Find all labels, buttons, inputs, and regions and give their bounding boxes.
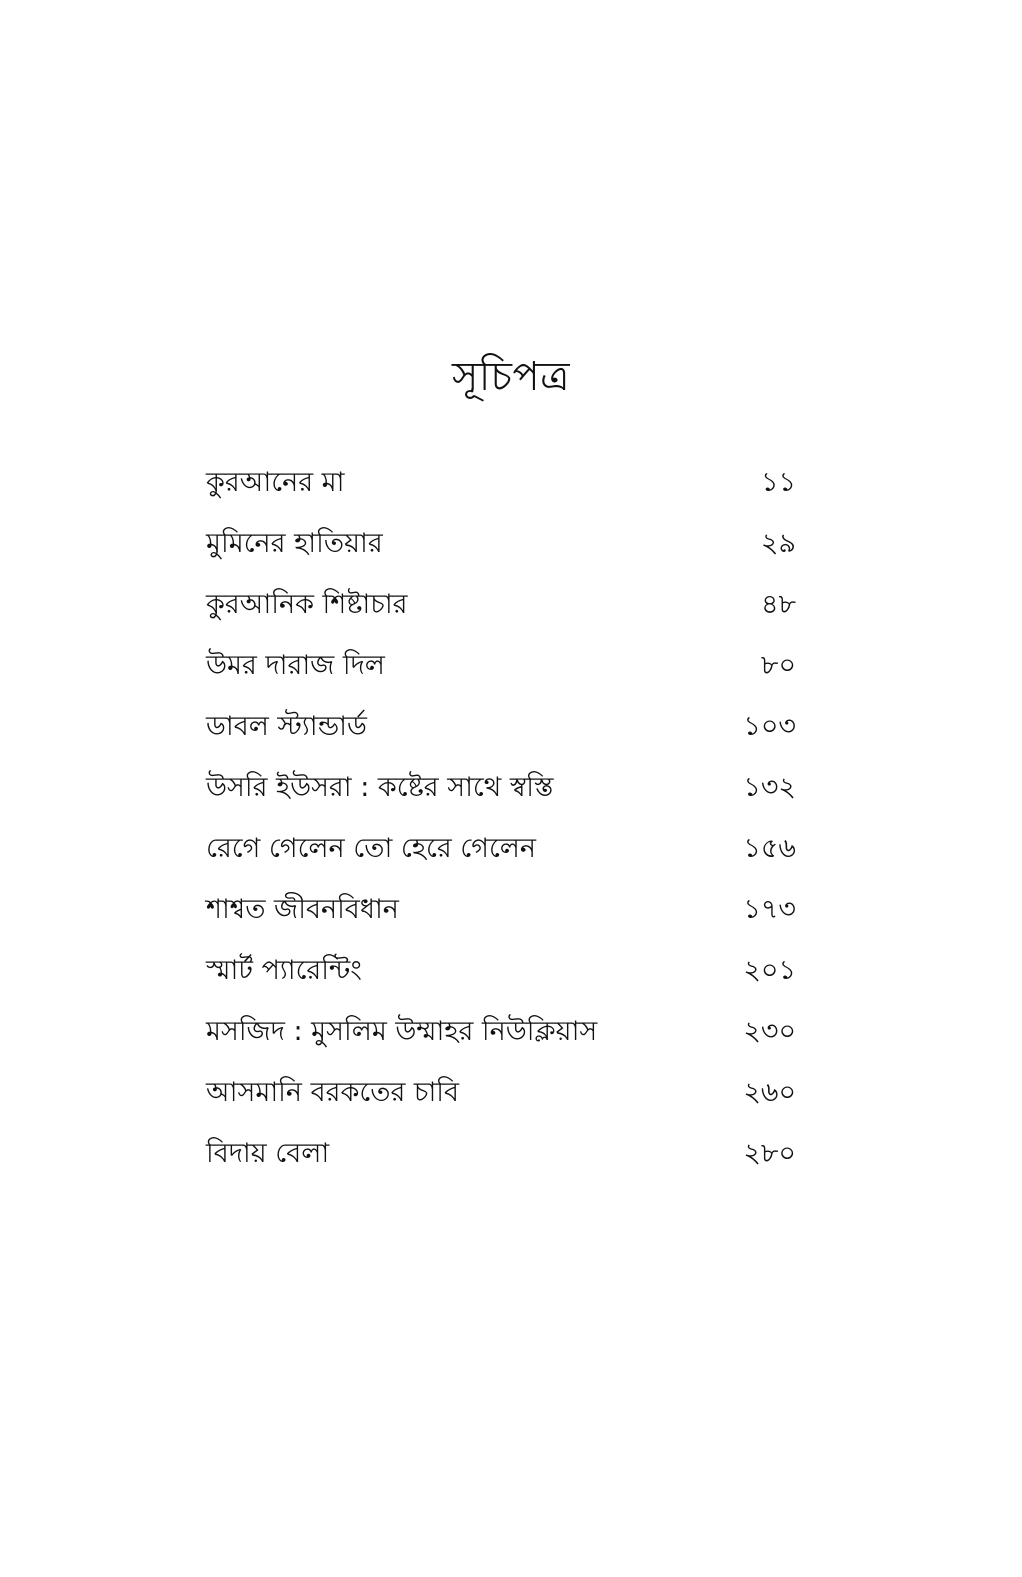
toc-entry-title: মুমিনের হাতিয়ার (206, 528, 383, 559)
table-of-contents (206, 458, 796, 1190)
toc-entry (206, 1068, 796, 1129)
toc-entry (206, 885, 796, 946)
toc-entry-page-number: ২০১ (743, 955, 796, 986)
toc-entry (206, 641, 796, 702)
toc-entry-page-number: ১৭৩ (743, 894, 796, 925)
toc-entry-title: আসমানি বরকতের চাবি (206, 1077, 460, 1108)
toc-entry (206, 1007, 796, 1068)
toc-entry-page-number: ৮০ (760, 650, 796, 681)
toc-entry (206, 824, 796, 885)
toc-entry-page-number: ৪৮ (760, 589, 796, 620)
toc-entry-title: বিদায় বেলা (206, 1138, 330, 1169)
toc-entry-page-number: ১১ (760, 467, 796, 498)
toc-entry (206, 580, 796, 641)
toc-entry-page-number: ১০৩ (743, 711, 796, 742)
toc-entry-title: উসরি ইউসরা : কষ্টের সাথে স্বস্তি (206, 772, 554, 803)
toc-entry-title: ডাবল স্ট্যান্ডার্ড (206, 711, 367, 742)
toc-entry-title: কুরআনিক শিষ্টাচার (206, 589, 408, 620)
toc-entry (206, 763, 796, 824)
page-title: সূচিপত্র (452, 353, 570, 400)
toc-entry-page-number: ২৯ (760, 528, 796, 559)
toc-entry-page-number: ২৬০ (743, 1077, 796, 1108)
toc-entry-title: রেগে গেলেন তো হেরে গেলেন (206, 833, 537, 864)
toc-entry-page-number: ২৮০ (743, 1138, 796, 1169)
toc-entry-title: মসজিদ : মুসলিম উম্মাহর নিউক্লিয়াস (206, 1016, 598, 1047)
toc-entry-page-number: ২৩০ (743, 1016, 796, 1047)
toc-entry-title: স্মার্ট প্যারেন্টিং (206, 955, 362, 986)
toc-entry (206, 946, 796, 1007)
toc-entry (206, 458, 796, 519)
toc-entry (206, 1129, 796, 1190)
toc-entry-page-number: ১৩২ (743, 772, 796, 803)
toc-entry-title: শাশ্বত জীবনবিধান (206, 894, 399, 925)
toc-entry-title: উমর দারাজ দিল (206, 650, 385, 681)
toc-entry-title: কুরআনের মা (206, 467, 345, 498)
toc-entry (206, 519, 796, 580)
toc-entry (206, 702, 796, 763)
toc-entry-page-number: ১৫৬ (743, 833, 796, 864)
